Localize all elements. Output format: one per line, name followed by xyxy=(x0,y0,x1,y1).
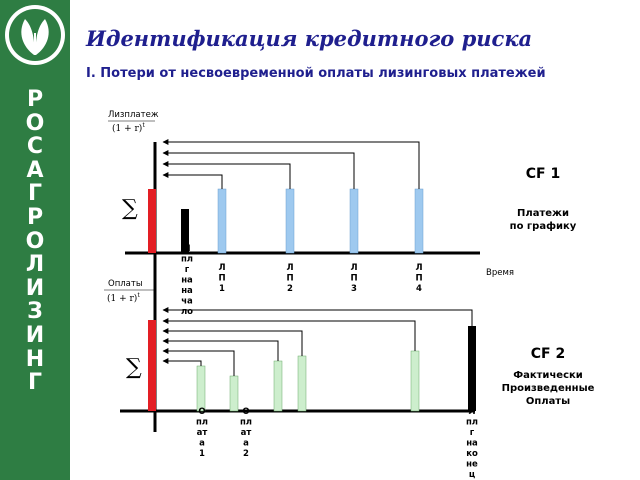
brand-letter: З xyxy=(27,299,43,325)
brand-letter: А xyxy=(26,157,44,183)
top-discount-formula: $(1 + r)^t$ xyxy=(112,122,145,134)
cf2-label: CF 2 xyxy=(530,346,566,362)
top-sum-bar xyxy=(148,189,156,253)
cf1-caption-line2: по графику xyxy=(509,221,577,232)
lp-bar-2 xyxy=(286,189,294,253)
bottom-discount-arrows xyxy=(163,310,472,376)
page-title: Идентификация кредитного риска xyxy=(86,26,533,51)
start-payment-label: Л пл г на на ча ло xyxy=(180,244,194,317)
cf1-caption-line1: Платежи xyxy=(517,208,569,219)
brand-letter: Г xyxy=(27,181,43,207)
lp-bar-4 xyxy=(415,189,423,253)
payment-label-1: О пл ат а 1 xyxy=(195,407,209,459)
cf2-caption-line3: Оплаты xyxy=(525,396,571,407)
lp-bar-label-2: Л П 2 xyxy=(286,263,294,294)
top-discount-arrows xyxy=(163,142,419,189)
bottom-sum-bar xyxy=(148,320,156,411)
bottom-discount-label: Оплаты xyxy=(108,279,143,289)
bottom-bar-labels xyxy=(196,407,478,480)
cf2-caption-line1: Фактически xyxy=(513,370,583,381)
payment-bar-5 xyxy=(411,351,419,411)
brand-letter: О xyxy=(25,228,45,254)
brand-letter: С xyxy=(26,134,44,160)
cf2-caption-line2: Произведенные xyxy=(501,383,595,394)
payment-bar-2 xyxy=(230,376,238,411)
end-payment-bar xyxy=(468,326,476,411)
payment-label-2: О пл ат а 2 xyxy=(239,407,253,459)
top-sum-symbol: ∑ xyxy=(122,196,138,221)
brand-letter: И xyxy=(25,275,45,301)
lp-bar-1 xyxy=(218,189,226,253)
brand-letter: Р xyxy=(26,204,44,230)
brand-letter: Г xyxy=(27,370,43,396)
lp-bar-label-3: Л П 3 xyxy=(350,263,358,294)
brand-letter: Н xyxy=(25,346,45,372)
lp-bar-label-1: Л П 1 xyxy=(218,263,226,294)
payment-bar-3 xyxy=(274,361,282,411)
brand-letter: О xyxy=(25,110,45,136)
lp-bar-label-4: Л П 4 xyxy=(415,263,423,294)
bottom-discount-formula: $(1 + r)^t$ xyxy=(107,292,140,304)
bottom-sum-symbol: ∑ xyxy=(126,355,142,380)
lp-bar-3 xyxy=(350,189,358,253)
payment-bar-4 xyxy=(298,356,306,411)
top-discount-label: Лизплатеж xyxy=(108,110,159,120)
time-axis-label: Время xyxy=(486,268,514,278)
cf1-label: CF 1 xyxy=(525,166,561,182)
page-subtitle: I. Потери от несвоевременной оплаты лизинговых платежей xyxy=(86,66,546,81)
brand-letter: Р xyxy=(26,87,44,112)
end-payment-label: Л пл г на ко не ц xyxy=(465,407,479,480)
brand-letter: Л xyxy=(25,252,45,278)
payment-bar-1 xyxy=(197,366,205,411)
brand-letter: И xyxy=(25,322,45,348)
top-bar-labels xyxy=(181,244,423,317)
